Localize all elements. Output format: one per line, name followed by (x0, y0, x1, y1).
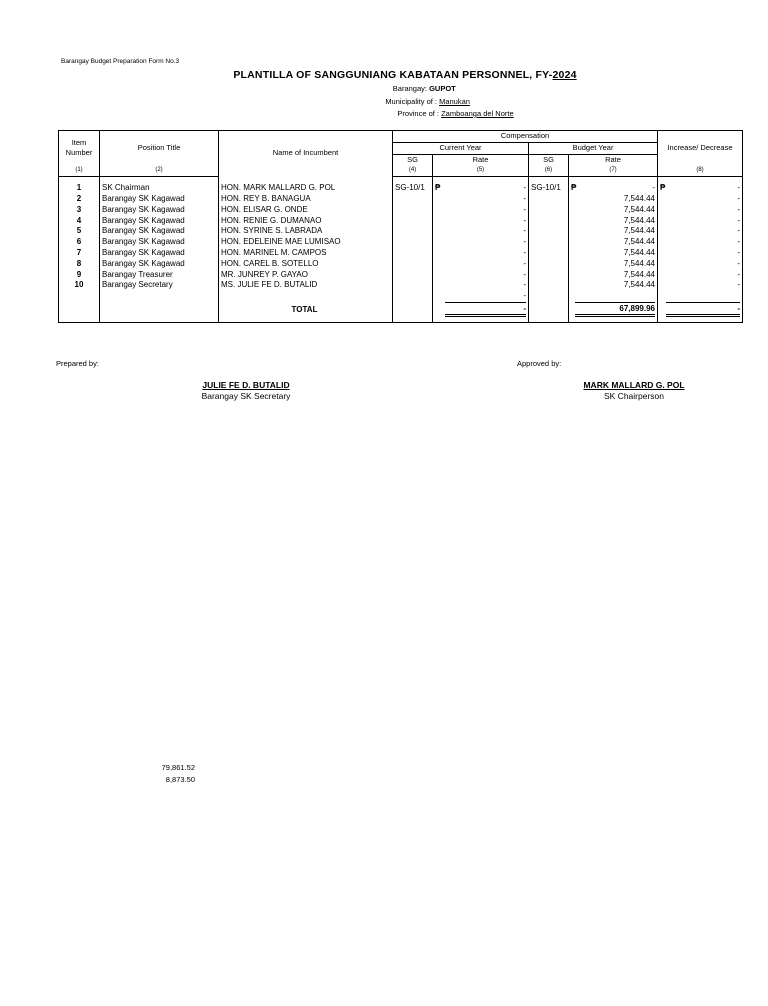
header-current-sg: SG (393, 154, 433, 165)
table-row (59, 280, 743, 291)
total-current-rate: - (445, 302, 526, 317)
plantilla-rows (59, 183, 743, 291)
row-incumbent-name-text: HON. EDELEINE MAE LUMISAO (221, 237, 341, 247)
row-item-number-text: 10 (74, 280, 84, 290)
row-current-rate-text: - (523, 280, 526, 290)
header-name-of-incumbent: Name of Incumbent (219, 131, 393, 177)
row-increase-decrease-text: - (737, 280, 740, 290)
row-increase-decrease-text: - (737, 215, 740, 225)
row-position-title (100, 237, 219, 248)
row-increase-decrease (658, 216, 743, 227)
title-prefix: PLANTILLA OF SANGGUNIANG KABATAAN PERSONNEL, FY- (233, 69, 553, 81)
row-incumbent-name (219, 194, 393, 205)
row-item-number (59, 237, 100, 248)
row-incumbent-name-text: HON. MARINEL M. CAMPOS (221, 247, 327, 257)
row-current-rate-text: - (523, 247, 526, 257)
header-budget-rate: Rate (569, 154, 658, 165)
row-budget-rate (569, 237, 658, 248)
extra-dash: - (433, 291, 529, 302)
row-position-title (100, 248, 219, 259)
prepared-by-label: Prepared by: (56, 359, 99, 368)
row-budget-rate (569, 270, 658, 281)
row-budget-rate (569, 216, 658, 227)
table-row (59, 259, 743, 270)
row-position-title (100, 259, 219, 270)
note-value-2: 8,873.50 (165, 775, 195, 784)
row-budget-sg (529, 226, 569, 237)
header-position-title: Position Title (100, 131, 219, 166)
row-incumbent-name (219, 216, 393, 227)
row-current-sg (393, 194, 433, 205)
row-current-rate-text: - (523, 183, 526, 193)
row-budget-sg (529, 248, 569, 259)
row-item-number-text: 3 (76, 204, 82, 214)
total-current-rate-cell (433, 302, 529, 318)
row-current-sg (393, 183, 433, 194)
row-current-rate (433, 226, 529, 237)
row-current-sg (393, 226, 433, 237)
row-item-number-text: 6 (76, 237, 82, 247)
row-item-number (59, 183, 100, 194)
row-increase-decrease (658, 280, 743, 291)
header-budget-year: Budget Year (529, 142, 658, 154)
row-budget-sg (529, 280, 569, 291)
table-row (59, 270, 743, 281)
row-position-title-text: Barangay SK Kagawad (102, 226, 185, 236)
row-current-rate-text: - (523, 258, 526, 268)
row-position-title-text: Barangay SK Kagawad (102, 247, 185, 257)
row-item-number (59, 226, 100, 237)
row-position-title (100, 216, 219, 227)
row-budget-rate-text: 7,544.44 (623, 193, 655, 203)
total-budget-rate-cell (569, 302, 658, 318)
table-row (59, 183, 743, 194)
row-budget-sg (529, 237, 569, 248)
row-increase-decrease-text: - (737, 258, 740, 268)
col-number-4: (4) (393, 165, 433, 176)
barangay-label: Barangay: (392, 84, 427, 93)
municipality-value: Manukan (439, 97, 470, 106)
table-row (59, 226, 743, 237)
row-budget-rate-text: 7,544.44 (623, 269, 655, 279)
row-item-number-text: 8 (76, 258, 82, 268)
row-incumbent-name (219, 248, 393, 259)
row-budget-sg (529, 194, 569, 205)
row-current-rate-text: - (523, 269, 526, 279)
row-item-number-text: 4 (76, 215, 82, 225)
row-budget-sg (529, 270, 569, 281)
row-increase-decrease (658, 205, 743, 216)
row-increase-decrease (658, 270, 743, 281)
row-item-number-text: 1 (76, 183, 82, 193)
row-current-sg (393, 216, 433, 227)
row-position-title-text: SK Chairman (102, 183, 150, 193)
row-position-title-text: Barangay Treasurer (102, 269, 173, 279)
table-row (59, 248, 743, 259)
plantilla-table (58, 130, 743, 323)
row-item-number (59, 216, 100, 227)
peso-sign: ₱ (571, 183, 577, 193)
row-increase-decrease-text: - (737, 226, 740, 236)
row-incumbent-name-text: MS. JULIE FE D. BUTALID (221, 280, 318, 290)
row-item-number-text: 2 (76, 193, 82, 203)
row-current-sg-text: SG-10/1 (395, 183, 425, 193)
peso-sign: ₱ (435, 183, 441, 193)
row-item-number-text: 5 (76, 226, 82, 236)
row-incumbent-name (219, 270, 393, 281)
header-item-number: Item Number (59, 131, 100, 166)
municipality-line (367, 97, 507, 106)
total-label: TOTAL (219, 302, 393, 318)
row-item-number-text: 9 (76, 269, 82, 279)
row-item-number (59, 205, 100, 216)
row-increase-decrease-text: - (737, 204, 740, 214)
row-current-rate (433, 280, 529, 291)
row-item-number (59, 259, 100, 270)
row-incumbent-name-text: MR. JUNREY P. GAYAO (221, 269, 308, 279)
row-increase-decrease-text: - (737, 183, 740, 193)
title-year: 2024 (552, 69, 577, 81)
row-current-rate (433, 194, 529, 205)
total-increase-cell (658, 302, 743, 318)
row-budget-rate-text: - (652, 183, 655, 193)
row-incumbent-name (219, 183, 393, 194)
row-current-sg (393, 270, 433, 281)
row-current-rate (433, 259, 529, 270)
row-current-rate (433, 248, 529, 259)
row-item-number (59, 270, 100, 281)
row-position-title (100, 280, 219, 291)
table-row (59, 216, 743, 227)
row-budget-rate (569, 205, 658, 216)
row-budget-sg (529, 183, 569, 194)
province-value: Zamboanga del Norte (441, 109, 514, 118)
row-increase-decrease (658, 226, 743, 237)
row-item-number (59, 248, 100, 259)
row-position-title-text: Barangay SK Kagawad (102, 204, 185, 214)
row-item-number (59, 280, 100, 291)
row-increase-decrease (658, 248, 743, 259)
row-item-number (59, 194, 100, 205)
row-current-rate (433, 216, 529, 227)
row-current-rate-text: - (523, 226, 526, 236)
row-budget-rate-text: 7,544.44 (623, 237, 655, 247)
col-number-7: (7) (569, 165, 658, 176)
row-budget-rate-text: 7,544.44 (623, 215, 655, 225)
row-budget-rate (569, 280, 658, 291)
row-increase-decrease-text: - (737, 193, 740, 203)
preparer-name: JULIE FE D. BUTALID (202, 380, 290, 390)
row-position-title (100, 270, 219, 281)
row-current-rate (433, 270, 529, 281)
row-current-rate (433, 237, 529, 248)
row-budget-rate (569, 226, 658, 237)
row-position-title (100, 183, 219, 194)
row-increase-decrease (658, 259, 743, 270)
approved-by-label: Approved by: (517, 359, 562, 368)
row-budget-rate-text: 7,544.44 (623, 204, 655, 214)
row-current-sg (393, 259, 433, 270)
row-incumbent-name-text: HON. SYRINE S. LABRADA (221, 226, 323, 236)
row-budget-rate (569, 194, 658, 205)
row-position-title-text: Barangay SK Kagawad (102, 258, 185, 268)
row-current-rate (433, 183, 529, 194)
col-number-1: (1) (59, 165, 100, 176)
row-budget-rate-text: 7,544.44 (623, 247, 655, 257)
row-position-title-text: Barangay SK Kagawad (102, 215, 185, 225)
row-current-sg (393, 248, 433, 259)
header-budget-sg: SG (529, 154, 569, 165)
total-increase: - (666, 302, 740, 317)
row-budget-rate-text: 7,544.44 (623, 280, 655, 290)
row-incumbent-name (219, 205, 393, 216)
row-item-number-text: 7 (76, 247, 82, 257)
form-number: Barangay Budget Preparation Form No.3 (61, 58, 180, 65)
row-budget-sg (529, 259, 569, 270)
row-incumbent-name-text: HON. REY B. BANAGUA (221, 193, 311, 203)
preparer-role: Barangay SK Secretary (201, 391, 291, 401)
header-increase-decrease: Increase/ Decrease (658, 131, 743, 166)
table-row (59, 205, 743, 216)
row-increase-decrease-text: - (737, 247, 740, 257)
row-incumbent-name (219, 237, 393, 248)
header-current-rate: Rate (433, 154, 529, 165)
row-current-rate (433, 205, 529, 216)
row-current-sg (393, 237, 433, 248)
col-number-2: (2) (100, 165, 219, 176)
approver-name: MARK MALLARD G. POL (583, 380, 685, 390)
row-current-sg (393, 280, 433, 291)
row-position-title-text: Barangay SK Kagawad (102, 237, 185, 247)
row-current-rate-text: - (523, 237, 526, 247)
row-incumbent-name-text: HON. RENIE G. DUMANAO (221, 215, 322, 225)
col-number-5: (5) (433, 165, 529, 176)
province-line (367, 109, 527, 118)
row-position-title (100, 226, 219, 237)
header-current-year: Current Year (393, 142, 529, 154)
row-incumbent-name (219, 280, 393, 291)
row-incumbent-name (219, 259, 393, 270)
col-number-6: (6) (529, 165, 569, 176)
row-position-title (100, 205, 219, 216)
row-incumbent-name-text: HON. MARK MALLARD G. POL (221, 183, 336, 193)
col-number-8: (8) (658, 165, 743, 176)
row-current-sg (393, 205, 433, 216)
peso-sign: ₱ (660, 183, 666, 193)
note-value-1: 79,861.52 (161, 763, 195, 772)
table-row (59, 237, 743, 248)
barangay-line (367, 84, 487, 93)
row-position-title-text: Barangay SK Kagawad (102, 193, 185, 203)
municipality-label: Municipality of : (385, 97, 437, 106)
row-current-rate-text: - (523, 215, 526, 225)
approver-role: SK Chairperson (603, 391, 664, 401)
barangay-value: GUPOT (429, 84, 456, 93)
row-incumbent-name-text: HON. ELISAR G. ONDE (221, 204, 308, 214)
table-row (59, 194, 743, 205)
row-budget-sg (529, 205, 569, 216)
row-increase-decrease-text: - (737, 237, 740, 247)
row-budget-rate-text: 7,544.44 (623, 258, 655, 268)
row-position-title (100, 194, 219, 205)
row-incumbent-name (219, 226, 393, 237)
row-budget-rate (569, 259, 658, 270)
row-current-rate-text: - (523, 204, 526, 214)
row-budget-sg (529, 216, 569, 227)
row-budget-sg-text: SG-10/1 (531, 183, 561, 193)
row-current-rate-text: - (523, 193, 526, 203)
row-budget-rate (569, 248, 658, 259)
row-budget-rate (569, 183, 658, 194)
row-increase-decrease (658, 237, 743, 248)
row-budget-rate-text: 7,544.44 (623, 226, 655, 236)
row-incumbent-name-text: HON. CAREL B. SOTELLO (221, 258, 319, 268)
header-compensation: Compensation (393, 131, 658, 143)
row-increase-decrease (658, 194, 743, 205)
page-title (0, 69, 768, 81)
row-increase-decrease-text: - (737, 269, 740, 279)
row-increase-decrease (658, 183, 743, 194)
total-budget-rate: 67,899.96 (575, 302, 655, 317)
row-position-title-text: Barangay Secretary (102, 280, 173, 290)
province-label: Province of : (397, 109, 439, 118)
